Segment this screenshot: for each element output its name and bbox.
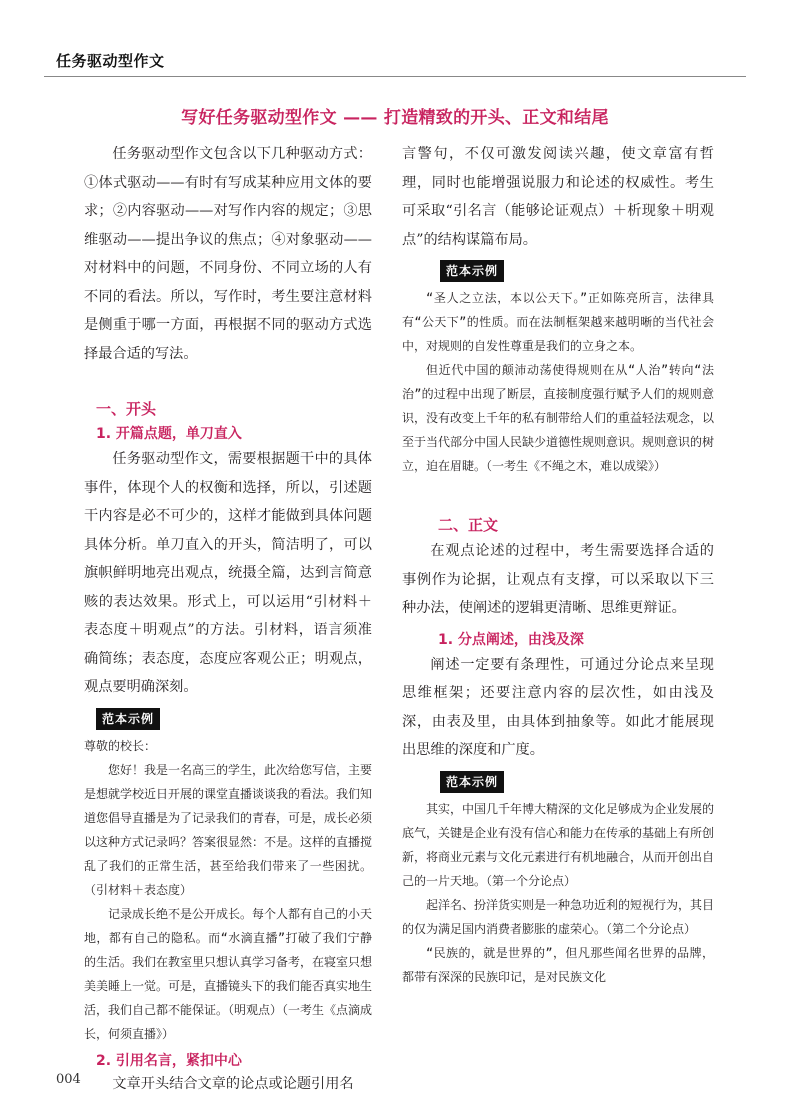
example-badge: 范本示例 <box>440 771 504 793</box>
example-paragraph: 您好！我是一名高三的学生，此次给您写信，主要是想就学校近日开展的课堂直播谈谈我的看法。我们知道您倡导直播是为了记录我们的青春，可是，成长必须以这种方式记录吗？答案很显然：不是。这样的直播搅乱了我们的正常生活，甚至给我们带来了一些困扰。（引材料＋表态度） <box>84 762 373 897</box>
example-paragraph: 但近代中国的颠沛动荡使得规则在从“人治”转向“法治”的过程中出现了断层，直接制度强行赋予人们的规则意识，没有改变上千年的私有制带给人们的重益轻法观念，以至于当代部分中国人民缺少道德性规则意识。规则意识的树立，迫在眉睫。（一考生《不绳之木，难以成梁》） <box>402 363 715 473</box>
example-paragraph: “民族的，就是世界的”，但凡那些闻名世界的品牌，都带有深深的民族印记，是对民族文化 <box>402 945 714 984</box>
example-paragraph: 记录成长绝不是公开成长。每个人都有自己的小天地，都有自己的隐私。而“水滴直播”打破了我们宁静的生活。我们在教室里只想认真学习备考，在寝室只想美美睡上一觉。可是，直播镜头下的我们能否真实地生活，我们自己都不能保证。（明观点）（一考生《点滴成长，何须直播》） <box>84 906 373 1041</box>
header-divider <box>44 76 746 77</box>
example-badge: 范本示例 <box>440 260 504 282</box>
subheading-direct-opening: 1. 开篇点题，单刀直入 <box>96 426 242 442</box>
section-heading-opening: 一、开头 <box>96 400 157 418</box>
running-header: 任务驱动型作文 <box>56 52 165 70</box>
quote-opening-paragraph-start: 文章开头结合文章的论点或论题引用名 <box>112 1075 354 1092</box>
example-badge: 范本示例 <box>96 708 160 730</box>
page-number: 004 <box>56 1072 81 1087</box>
right-column <box>402 140 714 989</box>
example-paragraph: 起洋名、扮洋货实则是一种急功近利的短视行为，其目的仅为满足国内消费者膨胀的虚荣心。（第二个分论点） <box>402 897 715 936</box>
quote-opening-paragraph-cont: 言警句，不仅可激发阅读兴趣，使文章富有哲理，同时也能增强说服力和论述的权威性。考生可采取“引名言（能够论证观点）＋析现象＋明观点”的结构谋篇布局。 <box>402 146 714 248</box>
example-salutation: 尊敬的校长： <box>84 738 157 753</box>
example-paragraph: “圣人之立法，本以公天下。”正如陈亮所言，法律具有“公天下”的性质。而在法制框架越来越明晰的当代社会中，对规则的自发性尊重是我们的立身之本。 <box>402 291 714 353</box>
section-heading-body: 二、正文 <box>438 516 499 534</box>
direct-opening-paragraph: 任务驱动型作文，需要根据题干中的具体事件，体现个人的权衡和选择，所以，引述题干内容是必不可少的，这样才能做到具体问题具体分析。单刀直入的开头，简洁明了，可以旗帜鲜明地亮出观点，统摄全篇，达到言简意赅的表达效果。形式上，可以运用“引材料＋表态度＋明观点”的方法。引材料，语言须准确简练；表态度，态度应客观公正；明观点，观点要明确深刻。 <box>84 451 372 695</box>
example-paragraph: 其实，中国几千年博大精深的文化足够成为企业发展的底气，关键是企业有没有信心和能力在传承的基础上有所创新，将商业元素与文化元素进行有机地融合，从而开创出自己的一片天地。（第一个分论点） <box>402 801 715 888</box>
intro-paragraph: 任务驱动型作文包含以下几种驱动方式：①体式驱动——有时有写成某种应用文体的要求；②内容驱动——对写作内容的规定；③思维驱动——提出争议的焦点；④对象驱动——对材料中的问题，不同身份、不同立场的人有不同的看法。所以，写作时，考生要注意材料是侧重于哪一方面，再根据不同的驱动方式选择最合适的写法。 <box>84 146 372 362</box>
subheading-point-by-point: 1. 分点阐述，由浅及深 <box>438 631 584 648</box>
body-intro-paragraph: 在观点论述的过程中，考生需要选择合适的事例作为论据，让观点有支撑，可以采取以下三种办法，使阐述的逻辑更清晰、思维更辩证。 <box>402 543 714 616</box>
point-by-point-paragraph: 阐述一定要有条理性，可通过分论点来呈现思维框架；还要注意内容的层次性，如由浅及深，由表及里，由具体到抽象等。如此才能展现出思维的深度和广度。 <box>402 656 714 758</box>
subheading-quote-opening: 2. 引用名言，紧扣中心 <box>96 1052 242 1069</box>
left-column <box>84 140 372 1098</box>
page-title: 写好任务驱动型作文 —— 打造精致的开头、正文和结尾 <box>181 108 609 128</box>
